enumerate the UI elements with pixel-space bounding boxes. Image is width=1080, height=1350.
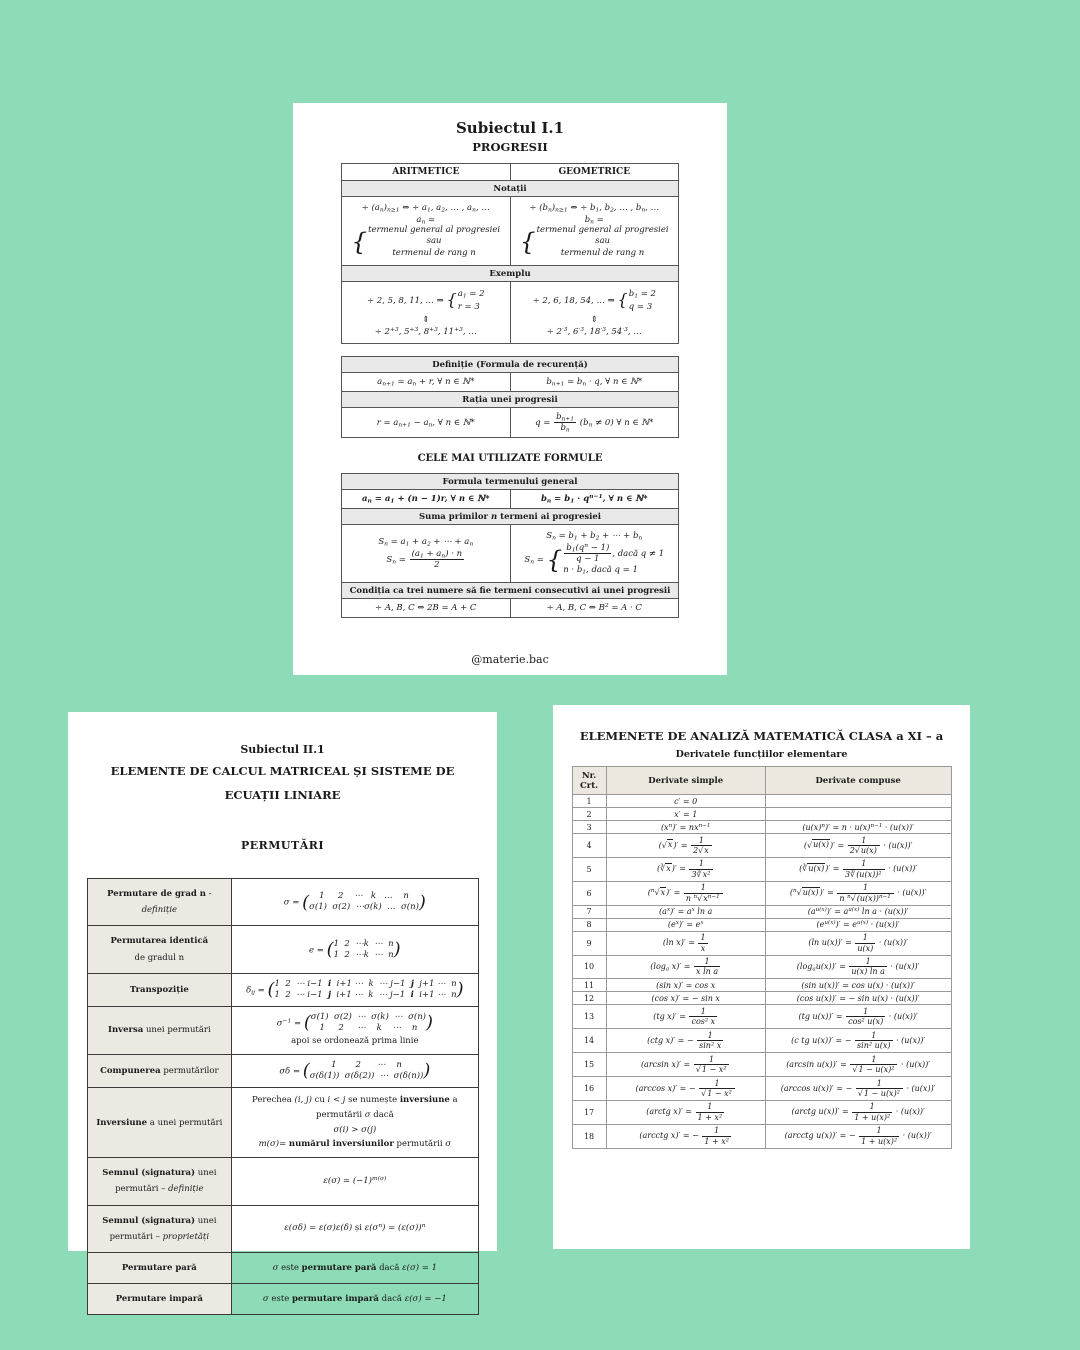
table-row (342, 197, 679, 266)
derivatives-table (572, 766, 952, 1149)
formula: ÷ 2, 5, 8, 11, … ⇒ { $a_1 = 2$ r = 3 (366, 289, 485, 312)
table-row (572, 1029, 951, 1053)
page-title: Subiectul II.1 (240, 743, 325, 756)
formula: $S_n$ = $\frac{(a_1 + a_n) \cdot n}{2}$ (386, 549, 463, 571)
updown-arrow: ⇕ (590, 315, 598, 326)
cell-simple: (ctg x)′ = − $\frac{1}{\text{sin² x}}$ (606, 1029, 765, 1053)
label-cell: Inversiune a unei permutări (87, 1087, 232, 1158)
formulas-table (341, 473, 679, 618)
section-header-ratia: Rația unei progresii (342, 392, 679, 408)
cell-nr: 1 (572, 795, 606, 808)
cell-simple: (√x)′ = $\frac{1}{2√x}$ (606, 834, 765, 858)
cell-ratio-geometric: q = $\frac{b_{n+1}}{b_n}$ $(b_n \ne 0)$ ∀ n ∈ ℕ* (510, 408, 679, 438)
label-cell: Permutare de grad n - definiție (87, 879, 232, 926)
cell-compose: (ln u(x))′ = $\frac{1}{u(x)}$ · (u(x))′ (765, 931, 951, 955)
section-header-notatii: Notații (342, 181, 679, 197)
table-row (342, 525, 679, 583)
cell-recurrence-geometric: $b_{n+1} = b_n \cdot q$, ∀ n ∈ ℕ* (510, 373, 679, 392)
cell-simple: (sin x)′ = cos x (606, 979, 765, 992)
cell-simple: (∛x)′ = $\frac{1}{\text{3∛x²}}$ (606, 857, 765, 881)
table-row (87, 1087, 478, 1158)
page-permutari (68, 712, 497, 1305)
cell-sum-geometric (510, 525, 679, 583)
cell-nr: 12 (572, 992, 606, 1005)
cell-nr: 8 (572, 918, 606, 931)
cell-nr: 9 (572, 931, 606, 955)
cell-notation-geometric (510, 197, 679, 266)
table-row (342, 509, 679, 525)
cell-compose (765, 808, 951, 821)
cell-condition-geometric: ÷ A, B, C ⇔ $B^2 = A \cdot C$ (510, 599, 679, 618)
formulas-heading: CELE MAI UTILIZATE FORMULE (417, 453, 603, 465)
cell-simple: (arccos x)′ = − $\frac{1}{\text{√1 − x²}}$ (606, 1077, 765, 1101)
section-header-suma: Suma primilor n termeni ai progresiei (342, 509, 679, 525)
section-title: PERMUTĂRI (240, 839, 325, 853)
label-cell: Transpoziție (87, 973, 232, 1006)
cell-notation-arithmetic (342, 197, 511, 266)
formula-cell: $\varepsilon(\sigma) = (-1)^{m(\sigma)}$ (232, 1158, 478, 1205)
page-title: ELEMENETE DE ANALIZĂ MATEMATICĂ CLASA a XI – a (579, 729, 944, 743)
cell-simple: (arcctg x)′ = − $\frac{1}{\text{1 + x²}}$ (606, 1124, 765, 1148)
cell-general-arithmetic: $a_n = a_1 + (n - 1)r$, ∀ n ∈ ℕ* (342, 490, 511, 509)
formula-cell: e = ( 1 2 ⋯k ⋯ n 1 2 ⋯k ⋯ n ) (232, 926, 478, 973)
page-subtitle: Derivatele funcțiilor elementare (675, 749, 848, 760)
cell-compose: (arcctg u(x))′ = − $\frac{1}{\text{1 + u(x)²}}$ · (u(x))′ (765, 1124, 951, 1148)
formula-cell: σ este permutare pară dacă ε(σ) = 1 (232, 1252, 478, 1283)
table-row (572, 979, 951, 992)
cell-example-arithmetic (342, 282, 511, 344)
cell-nr: 2 (572, 808, 606, 821)
table-row (87, 1284, 478, 1315)
cell-simple: c′ = 0 (606, 795, 765, 808)
table-row (572, 931, 951, 955)
cell-general-geometric: $b_n = b_1 \cdot q^{n-1}$, ∀ n ∈ ℕ* (510, 490, 679, 509)
section-header-exemplu: Exemplu (342, 266, 679, 282)
table-row (572, 795, 951, 808)
formula-cell: Perechea (i, j) cu i < j se numește inversiune a permutării σ dacă σ(i) > σ(j) m(σ)= numărul inversiunilor permutării σ (232, 1087, 478, 1158)
cell-nr: 18 (572, 1124, 606, 1148)
table-row (342, 266, 679, 282)
cell-compose: (√u(x))′ = $\frac{1}{2√u(x)}$ · (u(x))′ (765, 834, 951, 858)
col-header-simple: Derivate simple (606, 767, 765, 795)
cell-compose: ($^n$√u(x))′ = $\frac{1}{n ^n√(u(x))^{n-1}}$ · (u(x))′ (765, 881, 951, 905)
cell-nr: 7 (572, 905, 606, 918)
formula: ÷ $2^{+3}$, $5^{+3}$, $8^{+3}$, $11^{+3}$, … (374, 326, 477, 338)
cell-simple: (arcsin x)′ = $\frac{1}{\text{√1 − x²}}$ (606, 1053, 765, 1077)
formula-cell: ε(σδ) = ε(σ)ε(δ) și $\varepsilon(\sigma^n) = (\varepsilon(\sigma))^n$ (232, 1205, 478, 1252)
table-row (572, 1100, 951, 1124)
label-cell: Permutare pară (87, 1252, 232, 1283)
permutations-table (87, 878, 479, 1315)
table-row (572, 821, 951, 834)
table-row (87, 1205, 478, 1252)
cell-sum-arithmetic (342, 525, 511, 583)
cell-compose (765, 795, 951, 808)
cell-simple: (cos x)′ = − sin x (606, 992, 765, 1005)
table-row (87, 1252, 478, 1283)
cell-compose: (cos u(x))′ = − sin u(x) · (u(x))′ (765, 992, 951, 1005)
cell-simple: (arctg x)′ = $\frac{1}{\text{1 + x²}}$ (606, 1100, 765, 1124)
table-row (572, 955, 951, 979)
table-row (342, 373, 679, 392)
cell-nr: 14 (572, 1029, 606, 1053)
cell-nr: 17 (572, 1100, 606, 1124)
table-row (342, 181, 679, 197)
page-subtitle: PROGRESII (472, 140, 548, 154)
cell-compose: (tg u(x))′ = $\frac{1}{\text{cos² u(x)}}$ · (u(x))′ (765, 1005, 951, 1029)
formula-cell: σ = ( 1 2 ⋯ k … n σ(1) σ(2) ⋯σ(k) … σ(n) ) (232, 879, 478, 926)
cell-simple: x′ = 1 (606, 808, 765, 821)
table-row (342, 357, 679, 373)
label-cell: Permutarea identică de gradul n (87, 926, 232, 973)
label-cell: Inversa unei permutări (87, 1006, 232, 1054)
watermark-handle: @materie.bac (471, 653, 549, 666)
table-row (342, 599, 679, 618)
table-row (342, 164, 679, 181)
cell-nr: 3 (572, 821, 606, 834)
cell-nr: 16 (572, 1077, 606, 1101)
formula-cell: σ este permutare impară dacă ε(σ) = −1 (232, 1284, 478, 1315)
cell-compose: (c tg u(x))′ = − $\frac{1}{\text{sin² u(x)}}$ · (u(x))′ (765, 1029, 951, 1053)
table-row (572, 881, 951, 905)
label-cell: Compunerea permutărilor (87, 1054, 232, 1087)
cell-simple: $(x^n)' = nx^{n-1}$ (606, 821, 765, 834)
cell-compose: (arcsin u(x))′ = $\frac{1}{\text{√1 − u(x)²}}$ · (u(x))′ (765, 1053, 951, 1077)
formula: $b_n$ = { termenul general al progresiei sau termenul de rang n (519, 215, 669, 258)
table-row (87, 1054, 478, 1087)
cell-simple: (tg x)′ = $\frac{1}{\text{cos² x}}$ (606, 1005, 765, 1029)
cell-nr: 4 (572, 834, 606, 858)
table-row (342, 490, 679, 509)
table-row (87, 1158, 478, 1205)
formula-cell: $\sigma^{-1}$ = ( σ(1) σ(2) ⋯ σ(k) ⋯ σ(n) 1 2 ⋯ k ⋯ n ) apoi se ordonează prima linie (232, 1006, 478, 1054)
cell-nr: 13 (572, 1005, 606, 1029)
table-row (342, 474, 679, 490)
cell-simple: $(e^x)' = e^x$ (606, 918, 765, 931)
table-row (87, 879, 478, 926)
table-row (572, 992, 951, 1005)
progressions-notation-table (341, 163, 679, 344)
table-row (572, 1124, 951, 1148)
page-subtitle (68, 760, 497, 807)
formula: $S_n$ = { $\frac{b_1(q^n - 1)}{q - 1}$ , dacă q ≠ 1 $n \cdot b_1$, dacă q = 1 (524, 542, 665, 576)
formula-cell: $\delta_{ij}$ = ( 1 2 ⋯ i−1 i i+1 ⋯ k ⋯ j−1 j j+1 ⋯ n 1 2 ⋯ i−1 j i+1 ⋯ k ⋯ j−1 i i+1 ⋯ n ) (232, 973, 478, 1006)
page-derivate (553, 705, 970, 1249)
page-title: Subiectul I.1 (455, 119, 565, 137)
cell-condition-arithmetic: ÷ A, B, C ⇔ 2B = A + C (342, 599, 511, 618)
table-row (572, 1053, 951, 1077)
section-header-conditia: Condiția ca trei numere să fie termeni consecutivi ai unei progresii (342, 583, 679, 599)
col-header-nr: Nr. Crt. (572, 767, 606, 795)
recurrence-table (341, 356, 679, 438)
label-cell: Semnul (signatura) unei permutări – proprietăți (87, 1205, 232, 1252)
section-header-definitie: Definiție (Formula de recurență) (342, 357, 679, 373)
section-header-termen-general: Formula termenului general (342, 474, 679, 490)
cell-compose: (sin u(x))′ = cos u(x) · (u(x))′ (765, 979, 951, 992)
table-row (572, 1077, 951, 1101)
table-row (342, 282, 679, 344)
formula: ÷ $2^{\cdot 3}$, $6^{\cdot 3}$, $18^{\cdot 3}$, $54^{\cdot 3}$, … (546, 326, 642, 338)
col-header-aritmetice: ARITMETICE (342, 164, 511, 181)
cell-nr: 10 (572, 955, 606, 979)
cell-ratio-arithmetic: $r = a_{n+1} - a_n$, ∀ n ∈ ℕ* (342, 408, 511, 438)
table-row (87, 1006, 478, 1054)
subtitle-line: ELEMENTE DE CALCUL MATRICEAL ȘI SISTEME DE (110, 764, 455, 778)
formula: ÷ $(b_n)_{n\ge 1}$ ⇔ ÷ $b_1$, $b_2$, … , $b_n$, … (529, 203, 660, 214)
cell-simple: ($\log_a$ x)′ = $\frac{1}{\text{x ln a}}$ (606, 955, 765, 979)
cell-compose: $(e^{u(x)})' = e^{u(x)} \cdot (u(x))'$ (765, 918, 951, 931)
updown-arrow: ⇕ (422, 315, 430, 326)
table-row (342, 583, 679, 599)
table-row (572, 834, 951, 858)
formula-cell: σδ = ( 1 2 ⋯ n σ(δ(1)) σ(δ(2)) ⋯ σ(δ(n)) ) (232, 1054, 478, 1087)
col-header-compuse: Derivate compuse (765, 767, 951, 795)
cell-nr: 15 (572, 1053, 606, 1077)
table-row (87, 926, 478, 973)
cell-compose: $(\log_au(x))'$ = $\frac{1}{\text{u(x) ln a}}$ · (u(x))′ (765, 955, 951, 979)
formula: $S_n = a_1 + a_2$ + ⋯ + $a_n$ (378, 537, 474, 548)
formula: ÷ 2, 6, 18, 54, … ⇒ { $b_1 = 2$ q = 3 (532, 289, 656, 312)
table-row (572, 905, 951, 918)
cell-recurrence-arithmetic: $a_{n+1} = a_n + r$, ∀ n ∈ ℕ* (342, 373, 511, 392)
cell-example-geometric (510, 282, 679, 344)
cell-simple: (ln x)′ = $\frac{1}{x}$ (606, 931, 765, 955)
cell-compose: $(u(x)^n)' = n \cdot u(x)^{n-1} \cdot (u(x))'$ (765, 821, 951, 834)
page-progresii (293, 103, 727, 675)
cell-compose: (arctg u(x))′ = $\frac{1}{\text{1 + u(x)²}}$ · (u(x))′ (765, 1100, 951, 1124)
table-row (572, 918, 951, 931)
label-cell: Permutare impară (87, 1284, 232, 1315)
cell-simple: $(a^x)' = a^x$ ln a (606, 905, 765, 918)
cell-compose: $(a^{u(x)})' = a^{u(x)}$ ln a · (u(x))′ (765, 905, 951, 918)
table-row (572, 1005, 951, 1029)
cell-compose: (arccos u(x))′ = − $\frac{1}{\text{√1 − u(x)²}}$ · (u(x))′ (765, 1077, 951, 1101)
cell-nr: 11 (572, 979, 606, 992)
cell-simple: ($^n$√x)′ = $\frac{1}{n ^n√x^{n-1}}$ (606, 881, 765, 905)
table-row (572, 808, 951, 821)
label-cell: Semnul (signatura) unei permutări – definiție (87, 1158, 232, 1205)
table-row (342, 408, 679, 438)
table-row (87, 973, 478, 1006)
formula: $S_n = b_1 + b_2$ + ⋯ + $b_n$ (546, 531, 643, 542)
table-header-row (572, 767, 951, 795)
cell-compose: (∛u(x))′ = $\frac{1}{\text{3∛(u(x))²}}$ · (u(x))′ (765, 857, 951, 881)
table-row (342, 392, 679, 408)
formula: $a_n$ = { termenul general al progresiei sau termenul de rang n (351, 215, 501, 258)
cell-nr: 5 (572, 857, 606, 881)
cell-nr: 6 (572, 881, 606, 905)
subtitle-line: ECUAȚII LINIARE (224, 787, 341, 802)
col-header-geometrice: GEOMETRICE (510, 164, 679, 181)
table-row (572, 857, 951, 881)
formula: ÷ $(a_n)_{n\ge 1}$ ⇔ ÷ $a_1$, $a_2$, … , $a_n$, … (361, 203, 490, 214)
